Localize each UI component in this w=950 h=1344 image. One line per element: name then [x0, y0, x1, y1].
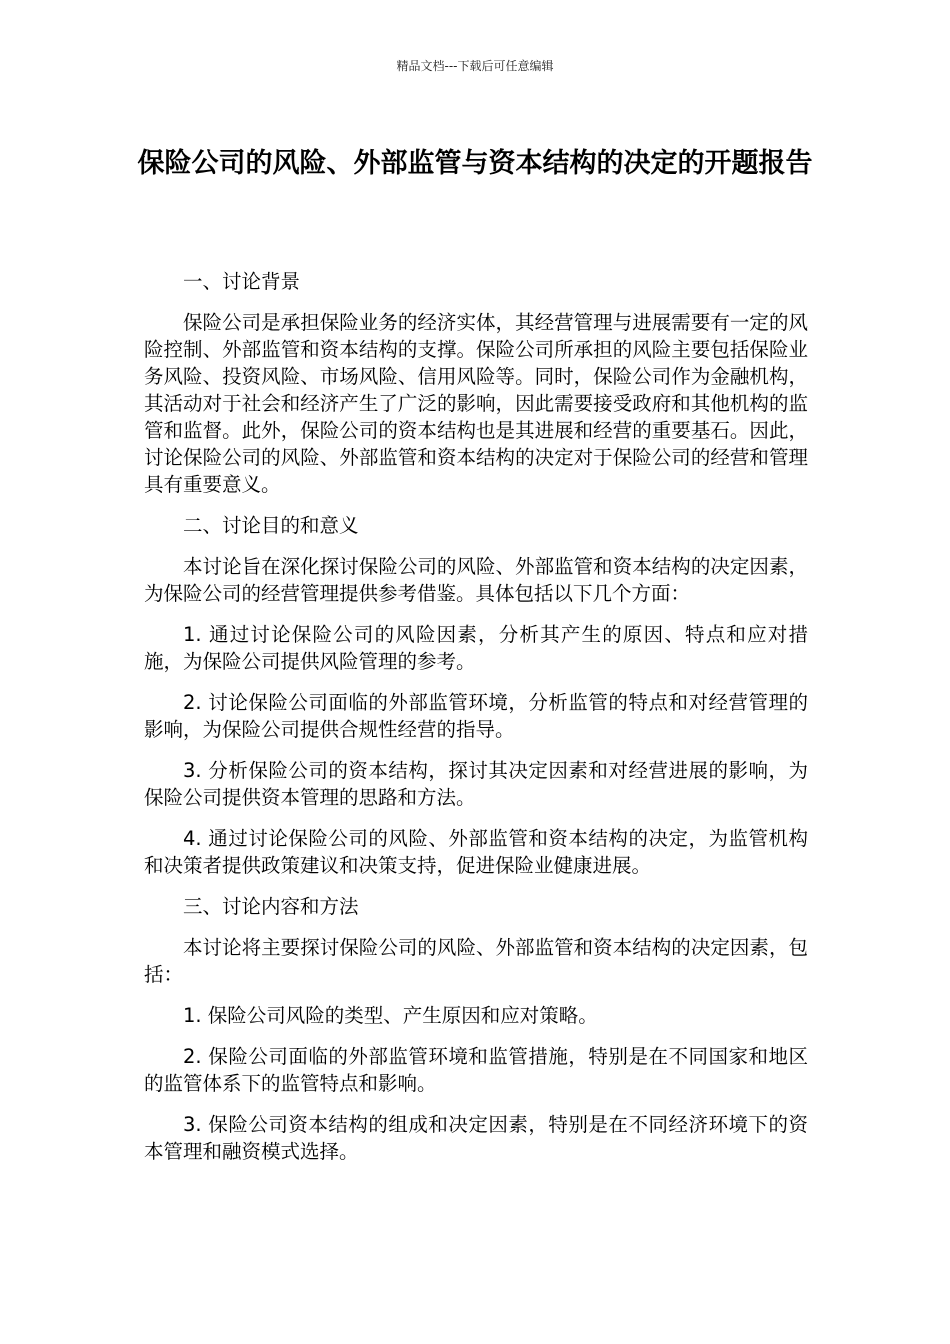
paragraph-background: 保险公司是承担保险业务的经济实体，其经营管理与进展需要有一定的风险控制、外部监管和资本结构的支撑。保险公司所承担的风险主要包括保险业务风险、投资风险、市场风险、信用风险等。同时，保险公司作为金融机构，其活动对于社会和经济产生了广泛的影响，因此需要接受政府和其他机构的监管和监督。此外，保险公司的资本结构也是其进展和经营的重要基石。因此，讨论保险公司的风险、外部监管和资本结构的决定对于保险公司的经营和管理具有重要意义。: [144, 311, 808, 496]
list-item-purpose-3: 3. 分析保险公司的资本结构，探讨其决定因素和对经营进展的影响，为保险公司提供资本管理的思路和方法。: [144, 759, 808, 809]
list-item-content-2: 2. 保险公司面临的外部监管环境和监管措施，特别是在不同国家和地区的监管体系下的监管特点和影响。: [144, 1045, 808, 1095]
section-heading-purpose: 二、讨论目的和意义: [183, 514, 359, 537]
list-item-content-1: 1. 保险公司风险的类型、产生原因和应对策略。: [183, 1004, 598, 1027]
section-heading-background: 一、讨论背景: [183, 270, 301, 293]
paragraph-content-intro: 本讨论将主要探讨保险公司的风险、外部监管和资本结构的决定因素，包括：: [144, 936, 808, 986]
document-title: 保险公司的风险、外部监管与资本结构的决定的开题报告: [137, 148, 813, 179]
document-body: [144, 268, 808, 1179]
list-item-purpose-1: 1. 通过讨论保险公司的风险因素，分析其产生的原因、特点和应对措施，为保险公司提供风险管理的参考。: [144, 623, 808, 673]
header-note: 精品文档---下载后可任意编辑: [396, 59, 554, 73]
paragraph-purpose-intro: 本讨论旨在深化探讨保险公司的风险、外部监管和资本结构的决定因素，为保险公司的经营管理提供参考借鉴。具体包括以下几个方面：: [144, 555, 808, 605]
list-item-purpose-4: 4. 通过讨论保险公司的风险、外部监管和资本结构的决定，为监管机构和决策者提供政策建议和决策支持，促进保险业健康进展。: [144, 827, 808, 877]
list-item-purpose-2: 2. 讨论保险公司面临的外部监管环境，分析监管的特点和对经营管理的影响，为保险公司提供合规性经营的指导。: [144, 691, 808, 741]
section-heading-content: 三、讨论内容和方法: [183, 895, 359, 918]
list-item-content-3: 3. 保险公司资本结构的组成和决定因素，特别是在不同经济环境下的资本管理和融资模式选择。: [144, 1113, 808, 1163]
